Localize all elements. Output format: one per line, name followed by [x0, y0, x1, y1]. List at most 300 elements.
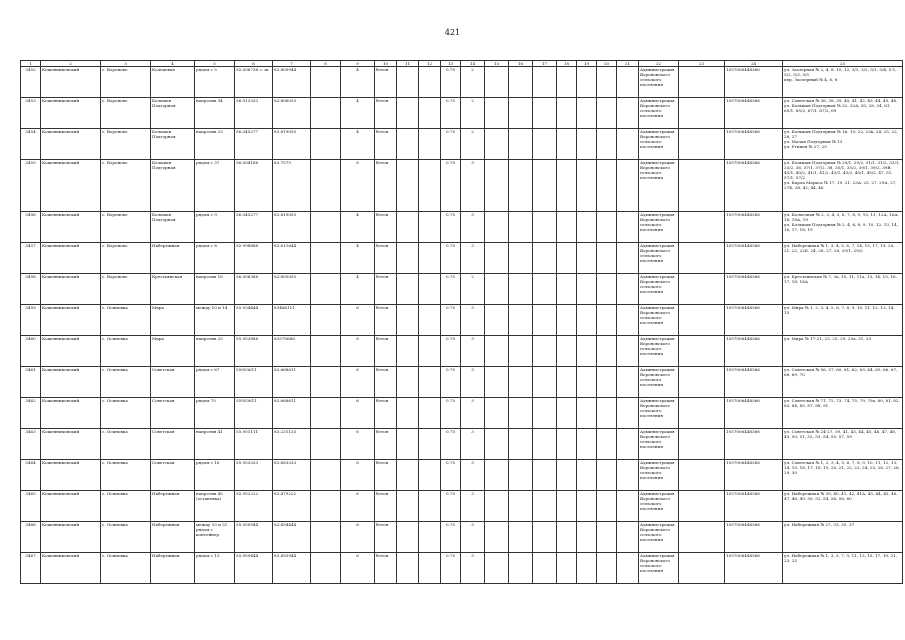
- table-cell: бетон: [375, 429, 397, 460]
- column-number-header: 20: [597, 61, 617, 67]
- table-cell: [533, 129, 557, 160]
- table-cell: 6: [341, 491, 375, 522]
- table-cell: 1057006448366: [725, 522, 783, 553]
- table-cell: [311, 367, 341, 398]
- table-row: [21, 67, 903, 98]
- column-number-header: 14: [461, 61, 485, 67]
- table-cell: [577, 160, 597, 212]
- table-cell: Набережная: [151, 522, 195, 553]
- table-cell: [485, 160, 509, 212]
- table-cell: [617, 67, 639, 98]
- table-cell: бетон: [375, 67, 397, 98]
- table-cell: ул. Мира № 1, 2, 3, 4, 5, 6, 7, 8, 9, 10, 11, 12, 13, 14, 15: [783, 305, 903, 336]
- table-cell: 0.75: [441, 398, 461, 429]
- table-cell: [311, 212, 341, 243]
- table-cell: 6: [341, 522, 375, 553]
- table-cell: [597, 212, 617, 243]
- table-cell: Кольцевая: [151, 67, 195, 98]
- table-cell: [533, 274, 557, 305]
- table-cell: 1057006448366: [725, 67, 783, 98]
- table-cell: [397, 522, 419, 553]
- table-cell: с. Вороново: [101, 98, 151, 129]
- table-cell: 3: [461, 460, 485, 491]
- table-cell: бетон: [375, 336, 397, 367]
- table-cell: [509, 553, 533, 584]
- table-cell: [557, 160, 577, 212]
- table-cell: 3462: [21, 398, 41, 429]
- column-number-header: 21: [617, 61, 639, 67]
- table-cell: [577, 491, 597, 522]
- table-cell: Советская: [151, 460, 195, 491]
- table-cell: Администрация Вороновского сельского поселения: [639, 429, 679, 460]
- table-cell: [397, 336, 419, 367]
- table-cell: [533, 98, 557, 129]
- table-cell: бетон: [375, 367, 397, 398]
- column-number-header: 23: [679, 61, 725, 67]
- table-cell: 0.75: [441, 305, 461, 336]
- table-cell: Кожевниковский: [41, 129, 101, 160]
- table-row: [21, 243, 903, 274]
- table-cell: 4: [341, 129, 375, 160]
- table-cell: [533, 367, 557, 398]
- table-cell: Крестьянская: [151, 274, 195, 305]
- table-cell: [617, 243, 639, 274]
- table-cell: Администрация Вороновского сельского поселения: [639, 98, 679, 129]
- table-cell: Набережная: [151, 491, 195, 522]
- table-cell: [397, 460, 419, 491]
- table-cell: [397, 67, 419, 98]
- table-row: [21, 553, 903, 584]
- table-cell: [419, 398, 441, 429]
- table-cell: 3464: [21, 460, 41, 491]
- table-cell: 2: [461, 67, 485, 98]
- table-cell: [557, 429, 577, 460]
- table-cell: [311, 522, 341, 553]
- table-cell: 4: [341, 98, 375, 129]
- table-cell: [597, 67, 617, 98]
- table-cell: ул. Советская № 71, 72, 73, 74, 75, 79, 79а, 80, 81, 82, 83, 84, 85, 87, 88, 91: [783, 398, 903, 429]
- table-cell: 56.013333: [235, 98, 273, 129]
- table-cell: 1057006448366: [725, 160, 783, 212]
- table-cell: [419, 336, 441, 367]
- table-cell: ул. Колхозная № 2, 3, 4, 5, 6, 7, 8, 9, 10, 11, 12А, 16А, 18, 18А, 19 ул. Большая Подгорная № 2, 4, 6, 8, 9, 10, 12, 13, 14, 16, 17, 18, 19: [783, 212, 903, 243]
- table-cell: Мира: [151, 336, 195, 367]
- table-cell: [419, 274, 441, 305]
- table-cell: [533, 460, 557, 491]
- table-cell: ул. Мира № 17-21, 23, 25, 29, 29а, 31, 33: [783, 336, 903, 367]
- table-cell: 3452: [21, 67, 41, 98]
- table-cell: [509, 98, 533, 129]
- table-cell: [679, 429, 725, 460]
- table-cell: [557, 336, 577, 367]
- table-cell: 3459: [21, 305, 41, 336]
- table-cell: ул. Советская № 36, 38, 39, 40, 41, 42, 43, 44, 45, 46 ул. Большая Подгорная № 32, 32А, 30, 28, 34, 61, 65/1, 65/2, 67/1, 67/2, 69: [783, 98, 903, 129]
- table-cell: с. Осиновка: [101, 429, 151, 460]
- table-cell: 6: [341, 305, 375, 336]
- table-cell: 55953611: [235, 398, 273, 429]
- table-cell: ул. Набережная № 27, 33, 35, 37: [783, 522, 903, 553]
- table-cell: 83.683333: [273, 460, 311, 491]
- table-cell: Кожевниковский: [41, 491, 101, 522]
- column-number-header: 11: [397, 61, 419, 67]
- table-cell: Большая Подгорная: [151, 212, 195, 243]
- table-row: [21, 491, 903, 522]
- table-cell: 6: [341, 429, 375, 460]
- column-number-header: 8: [311, 61, 341, 67]
- table-cell: [485, 491, 509, 522]
- table-cell: 3455: [21, 160, 41, 212]
- table-cell: Большая Подгорная: [151, 160, 195, 212]
- table-cell: 3: [461, 367, 485, 398]
- table-cell: бетон: [375, 460, 397, 491]
- table-cell: [509, 243, 533, 274]
- table-cell: рядом с 8: [195, 243, 235, 274]
- table-cell: 1057006448366: [725, 243, 783, 274]
- table-cell: [679, 398, 725, 429]
- table-cell: [311, 274, 341, 305]
- page-number: 421: [444, 28, 461, 37]
- table-cell: Кожевниковский: [41, 336, 101, 367]
- table-cell: [509, 212, 533, 243]
- table-cell: Администрация Вороновского сельского поселения: [639, 129, 679, 160]
- table-cell: ул. Заозерная № 2, 4, 8, 10, 12, 3/1, 3/2, 5/1, 5/4, 5-1, 5/2, 5/3, 5/5 пер. Заозерный № 4, 6, 8: [783, 67, 903, 98]
- table-cell: Кожевниковский: [41, 243, 101, 274]
- table-cell: 0.75: [441, 367, 461, 398]
- column-number-header: 25: [783, 61, 903, 67]
- table-cell: [557, 367, 577, 398]
- table-cell: [597, 522, 617, 553]
- table-cell: Набережная: [151, 243, 195, 274]
- table-cell: [485, 336, 509, 367]
- table-cell: Администрация Вороновского сельского поселения: [639, 522, 679, 553]
- table-cell: 1057006448366: [725, 429, 783, 460]
- table-cell: с. Вороново: [101, 67, 151, 98]
- table-cell: ул. Большая Подгорная № 16, 19, 22, 23к, 24, 25, 22, 26, 27 ул. Малая Подгорная № 13 ул. Утиная № 27, 25: [783, 129, 903, 160]
- table-cell: 83.493944: [273, 553, 311, 584]
- table-cell: 0.75: [441, 212, 461, 243]
- table-cell: рядом 75: [195, 398, 235, 429]
- table-cell: 3: [461, 212, 485, 243]
- table-cell: [679, 129, 725, 160]
- table-cell: [597, 398, 617, 429]
- column-number-header: 17: [533, 61, 557, 67]
- table-cell: 55.950944: [235, 522, 273, 553]
- table-cell: 3458: [21, 274, 41, 305]
- table-cell: 55.953333: [235, 460, 273, 491]
- table-cell: 0.75: [441, 274, 461, 305]
- table-cell: [577, 212, 597, 243]
- table-cell: с. Осиновка: [101, 522, 151, 553]
- table-cell: 83.7575: [273, 160, 311, 212]
- table-cell: [509, 274, 533, 305]
- table-cell: [557, 460, 577, 491]
- table-row: [21, 367, 903, 398]
- table-row: [21, 160, 903, 212]
- table-cell: 1057006448366: [725, 98, 783, 129]
- table-cell: [509, 367, 533, 398]
- table-cell: Советская: [151, 398, 195, 429]
- table-cell: 3460: [21, 336, 41, 367]
- table-cell: 1057006448366: [725, 336, 783, 367]
- table-cell: ул. Крестьянская № 7, 3а, 10, 11, 11а, 13, 14, 15, 16, 17, 18, 18А: [783, 274, 903, 305]
- table-cell: [617, 522, 639, 553]
- table-cell: 0.75: [441, 98, 461, 129]
- table-cell: [577, 460, 597, 491]
- table-cell: бетон: [375, 398, 397, 429]
- table-cell: [617, 553, 639, 584]
- table-cell: [617, 212, 639, 243]
- table-cell: 3456: [21, 212, 41, 243]
- table-cell: [679, 460, 725, 491]
- table-cell: ул. Советская № 24-27, 39, 41, 43, 44, 45, 46, 47, 48, 49, 50, 51, 52, 53, 54, 55, 57, 59: [783, 429, 903, 460]
- table-cell: [577, 553, 597, 584]
- table-cell: [485, 98, 509, 129]
- table-cell: [617, 491, 639, 522]
- table-cell: [577, 336, 597, 367]
- table-cell: 4: [341, 67, 375, 98]
- table-cell: [557, 274, 577, 305]
- table-cell: 0.75: [441, 243, 461, 274]
- table-cell: [557, 398, 577, 429]
- table-cell: [509, 429, 533, 460]
- table-cell: с. Осиновка: [101, 367, 151, 398]
- table-cell: 3: [461, 243, 485, 274]
- table-cell: ул. Набережная № 1, 3, 5, 7, 9, 11, 13, 15, 17, 19, 21, 23, 25: [783, 553, 903, 584]
- column-number-header: 9: [341, 61, 375, 67]
- table-cell: 0.75: [441, 522, 461, 553]
- table-cell: 1057006448366: [725, 305, 783, 336]
- table-cell: 3454: [21, 129, 41, 160]
- table-cell: [577, 98, 597, 129]
- table-cell: ул. Советская № 1, 2, 3, 4, 5, 6, 7, 8, 9, 10, 11, 12, 13, 14, 15, 16, 17, 18, 19, 20, 21, 22, 23, 24, 25, 26, 27, 28, 29, 30: [783, 460, 903, 491]
- table-cell: [617, 336, 639, 367]
- table-cell: [679, 367, 725, 398]
- table-row: [21, 305, 903, 336]
- table-cell: [533, 67, 557, 98]
- table-cell: [485, 460, 509, 491]
- table-cell: [311, 553, 341, 584]
- table-cell: [617, 429, 639, 460]
- column-number-header: 19: [577, 61, 597, 67]
- table-cell: [577, 129, 597, 160]
- table-cell: с. Осиновка: [101, 398, 151, 429]
- column-number-header: 3: [101, 61, 151, 67]
- table-cell: Администрация Вороновского сельского поселения: [639, 367, 679, 398]
- table-cell: 3: [461, 522, 485, 553]
- table-cell: [577, 243, 597, 274]
- table-cell: 3465: [21, 491, 41, 522]
- table-cell: напротив 41: [195, 429, 235, 460]
- table-cell: [509, 398, 533, 429]
- table-row: [21, 460, 903, 491]
- table-cell: Кожевниковский: [41, 460, 101, 491]
- table-cell: 1057006448366: [725, 274, 783, 305]
- table-row: [21, 398, 903, 429]
- column-number-header: 15: [485, 61, 509, 67]
- table-cell: 83.819055: [273, 212, 311, 243]
- table-cell: бетон: [375, 491, 397, 522]
- table-cell: [577, 522, 597, 553]
- table-cell: 83.819055: [273, 129, 311, 160]
- table-cell: 83.494444: [273, 522, 311, 553]
- table-cell: между 10 и 14: [195, 305, 235, 336]
- table-cell: бетон: [375, 98, 397, 129]
- table-cell: [597, 367, 617, 398]
- table-cell: [485, 274, 509, 305]
- table-cell: [533, 212, 557, 243]
- table-cell: 3463: [21, 429, 41, 460]
- table-cell: [597, 336, 617, 367]
- table-row: [21, 274, 903, 305]
- table-cell: [557, 98, 577, 129]
- table-cell: 1057006448366: [725, 129, 783, 160]
- table-cell: [397, 398, 419, 429]
- table-cell: [617, 305, 639, 336]
- table-cell: 3453: [21, 98, 41, 129]
- table-cell: 0.75: [441, 160, 461, 212]
- column-number-header: 12: [419, 61, 441, 67]
- table-cell: 3: [461, 491, 485, 522]
- table-cell: напротив 18: [195, 274, 235, 305]
- table-cell: [509, 160, 533, 212]
- table-cell: 83.668611: [273, 398, 311, 429]
- table-cell: 1057006448366: [725, 398, 783, 429]
- table-cell: [311, 491, 341, 522]
- table-cell: ул. Большая Подгорная № 29/1, 29/2, 31/1, 31/2, 33/1, 33/2, 36, 37/1, 37/2, 38, 35/1, 35/2, 39/1, 39/2, 39В, 40/1, 40/2, 41/1, 41/2, 43/1, 43/2, 45/1, 45/2, 47, 51, 57/1, 57/2 ул. Карла Маркса № 17, 19, 21, 23А, 25, 27, 29А, 27, 27Б, 38, 42, 44, 46: [783, 160, 903, 212]
- table-cell: 3: [461, 305, 485, 336]
- table-cell: [397, 160, 419, 212]
- table-cell: напротив 45 (остановка): [195, 491, 235, 522]
- table-cell: [509, 491, 533, 522]
- table-cell: [617, 460, 639, 491]
- table-cell: с. Осиновка: [101, 553, 151, 584]
- table-cell: 56.045277: [235, 129, 273, 160]
- table-row: [21, 129, 903, 160]
- table-cell: [509, 336, 533, 367]
- table-cell: [419, 305, 441, 336]
- table-cell: 0.75: [441, 429, 461, 460]
- table-cell: 55.953888: [235, 336, 273, 367]
- table-cell: Набережная: [151, 553, 195, 584]
- table-cell: 1057006448366: [725, 460, 783, 491]
- table-cell: бетон: [375, 274, 397, 305]
- table-cell: напротив 23: [195, 129, 235, 160]
- table-row: [21, 522, 903, 553]
- table-cell: [419, 522, 441, 553]
- table-cell: Администрация Вороновского сельского поселения: [639, 398, 679, 429]
- table-cell: Администрация Вороновского сельского поселения: [639, 274, 679, 305]
- column-number-header: 5: [195, 61, 235, 67]
- table-cell: [485, 243, 509, 274]
- table-cell: [679, 212, 725, 243]
- table-cell: Кожевниковский: [41, 305, 101, 336]
- table-cell: 0.75: [441, 460, 461, 491]
- table-cell: Администрация Вороновского сельского поселения: [639, 491, 679, 522]
- table-cell: с. Вороново: [101, 129, 151, 160]
- table-cell: 0.75: [441, 129, 461, 160]
- table-cell: бетон: [375, 305, 397, 336]
- table-cell: [533, 160, 557, 212]
- table-cell: [485, 212, 509, 243]
- table-cell: [311, 336, 341, 367]
- table-cell: 0.75: [441, 67, 461, 98]
- table-cell: 55.952222: [235, 491, 273, 522]
- table-cell: [617, 129, 639, 160]
- table-cell: 6: [341, 160, 375, 212]
- table-cell: 55.006738 с. ш.: [235, 67, 273, 98]
- column-number-header: 1: [21, 61, 41, 67]
- table-cell: бетон: [375, 243, 397, 274]
- table-body: [21, 67, 903, 584]
- table-cell: [311, 243, 341, 274]
- table-cell: [577, 67, 597, 98]
- table-cell: [311, 98, 341, 129]
- table-cell: [577, 429, 597, 460]
- table-cell: 83570666: [273, 336, 311, 367]
- table-cell: 4: [341, 212, 375, 243]
- table-cell: [597, 274, 617, 305]
- table-cell: [557, 129, 577, 160]
- table-cell: Администрация Вороновского сельского поселения: [639, 243, 679, 274]
- column-number-header: 16: [509, 61, 533, 67]
- table-cell: [397, 367, 419, 398]
- table-cell: [679, 305, 725, 336]
- table-cell: [485, 129, 509, 160]
- table-cell: 83.231133: [273, 429, 311, 460]
- table-cell: 55.951111: [235, 429, 273, 460]
- table-cell: Кожевниковский: [41, 553, 101, 584]
- table-cell: [397, 212, 419, 243]
- table-cell: 55953611: [235, 367, 273, 398]
- table-cell: [311, 460, 341, 491]
- table-cell: 1057006448366: [725, 553, 783, 584]
- table-cell: [311, 398, 341, 429]
- table-cell: [397, 553, 419, 584]
- table-cell: [557, 553, 577, 584]
- column-number-header: 10: [375, 61, 397, 67]
- table-cell: 83.479222: [273, 491, 311, 522]
- table-cell: с. Осиновка: [101, 460, 151, 491]
- table-cell: с. Вороново: [101, 212, 151, 243]
- table-cell: 6: [341, 398, 375, 429]
- column-number-header: 6: [235, 61, 273, 67]
- table-cell: 4: [341, 274, 375, 305]
- table-cell: [617, 160, 639, 212]
- table-cell: [597, 429, 617, 460]
- table-cell: [533, 305, 557, 336]
- table-cell: [419, 243, 441, 274]
- table-cell: [485, 522, 509, 553]
- table-cell: бетон: [375, 129, 397, 160]
- table-cell: Администрация Вороновского сельского поселения: [639, 67, 679, 98]
- table-cell: [419, 67, 441, 98]
- column-number-header: 13: [441, 61, 461, 67]
- table-cell: 0.75: [441, 336, 461, 367]
- table-cell: рядом с 37: [195, 160, 235, 212]
- table-cell: [311, 429, 341, 460]
- table-cell: [311, 160, 341, 212]
- table-cell: рядом с 16: [195, 460, 235, 491]
- table-cell: [419, 553, 441, 584]
- table-cell: [533, 553, 557, 584]
- table-cell: Мира: [151, 305, 195, 336]
- table-cell: ул. Набережная № 39, 40, 41, 42, 41А, 43, 44, 45, 46, 47, 48, 49, 50, 52, 54, 56, 58, 60: [783, 491, 903, 522]
- table-cell: [617, 98, 639, 129]
- table-cell: 3457: [21, 243, 41, 274]
- table-cell: [419, 98, 441, 129]
- table-cell: Кожевниковский: [41, 160, 101, 212]
- table-cell: Кожевниковский: [41, 429, 101, 460]
